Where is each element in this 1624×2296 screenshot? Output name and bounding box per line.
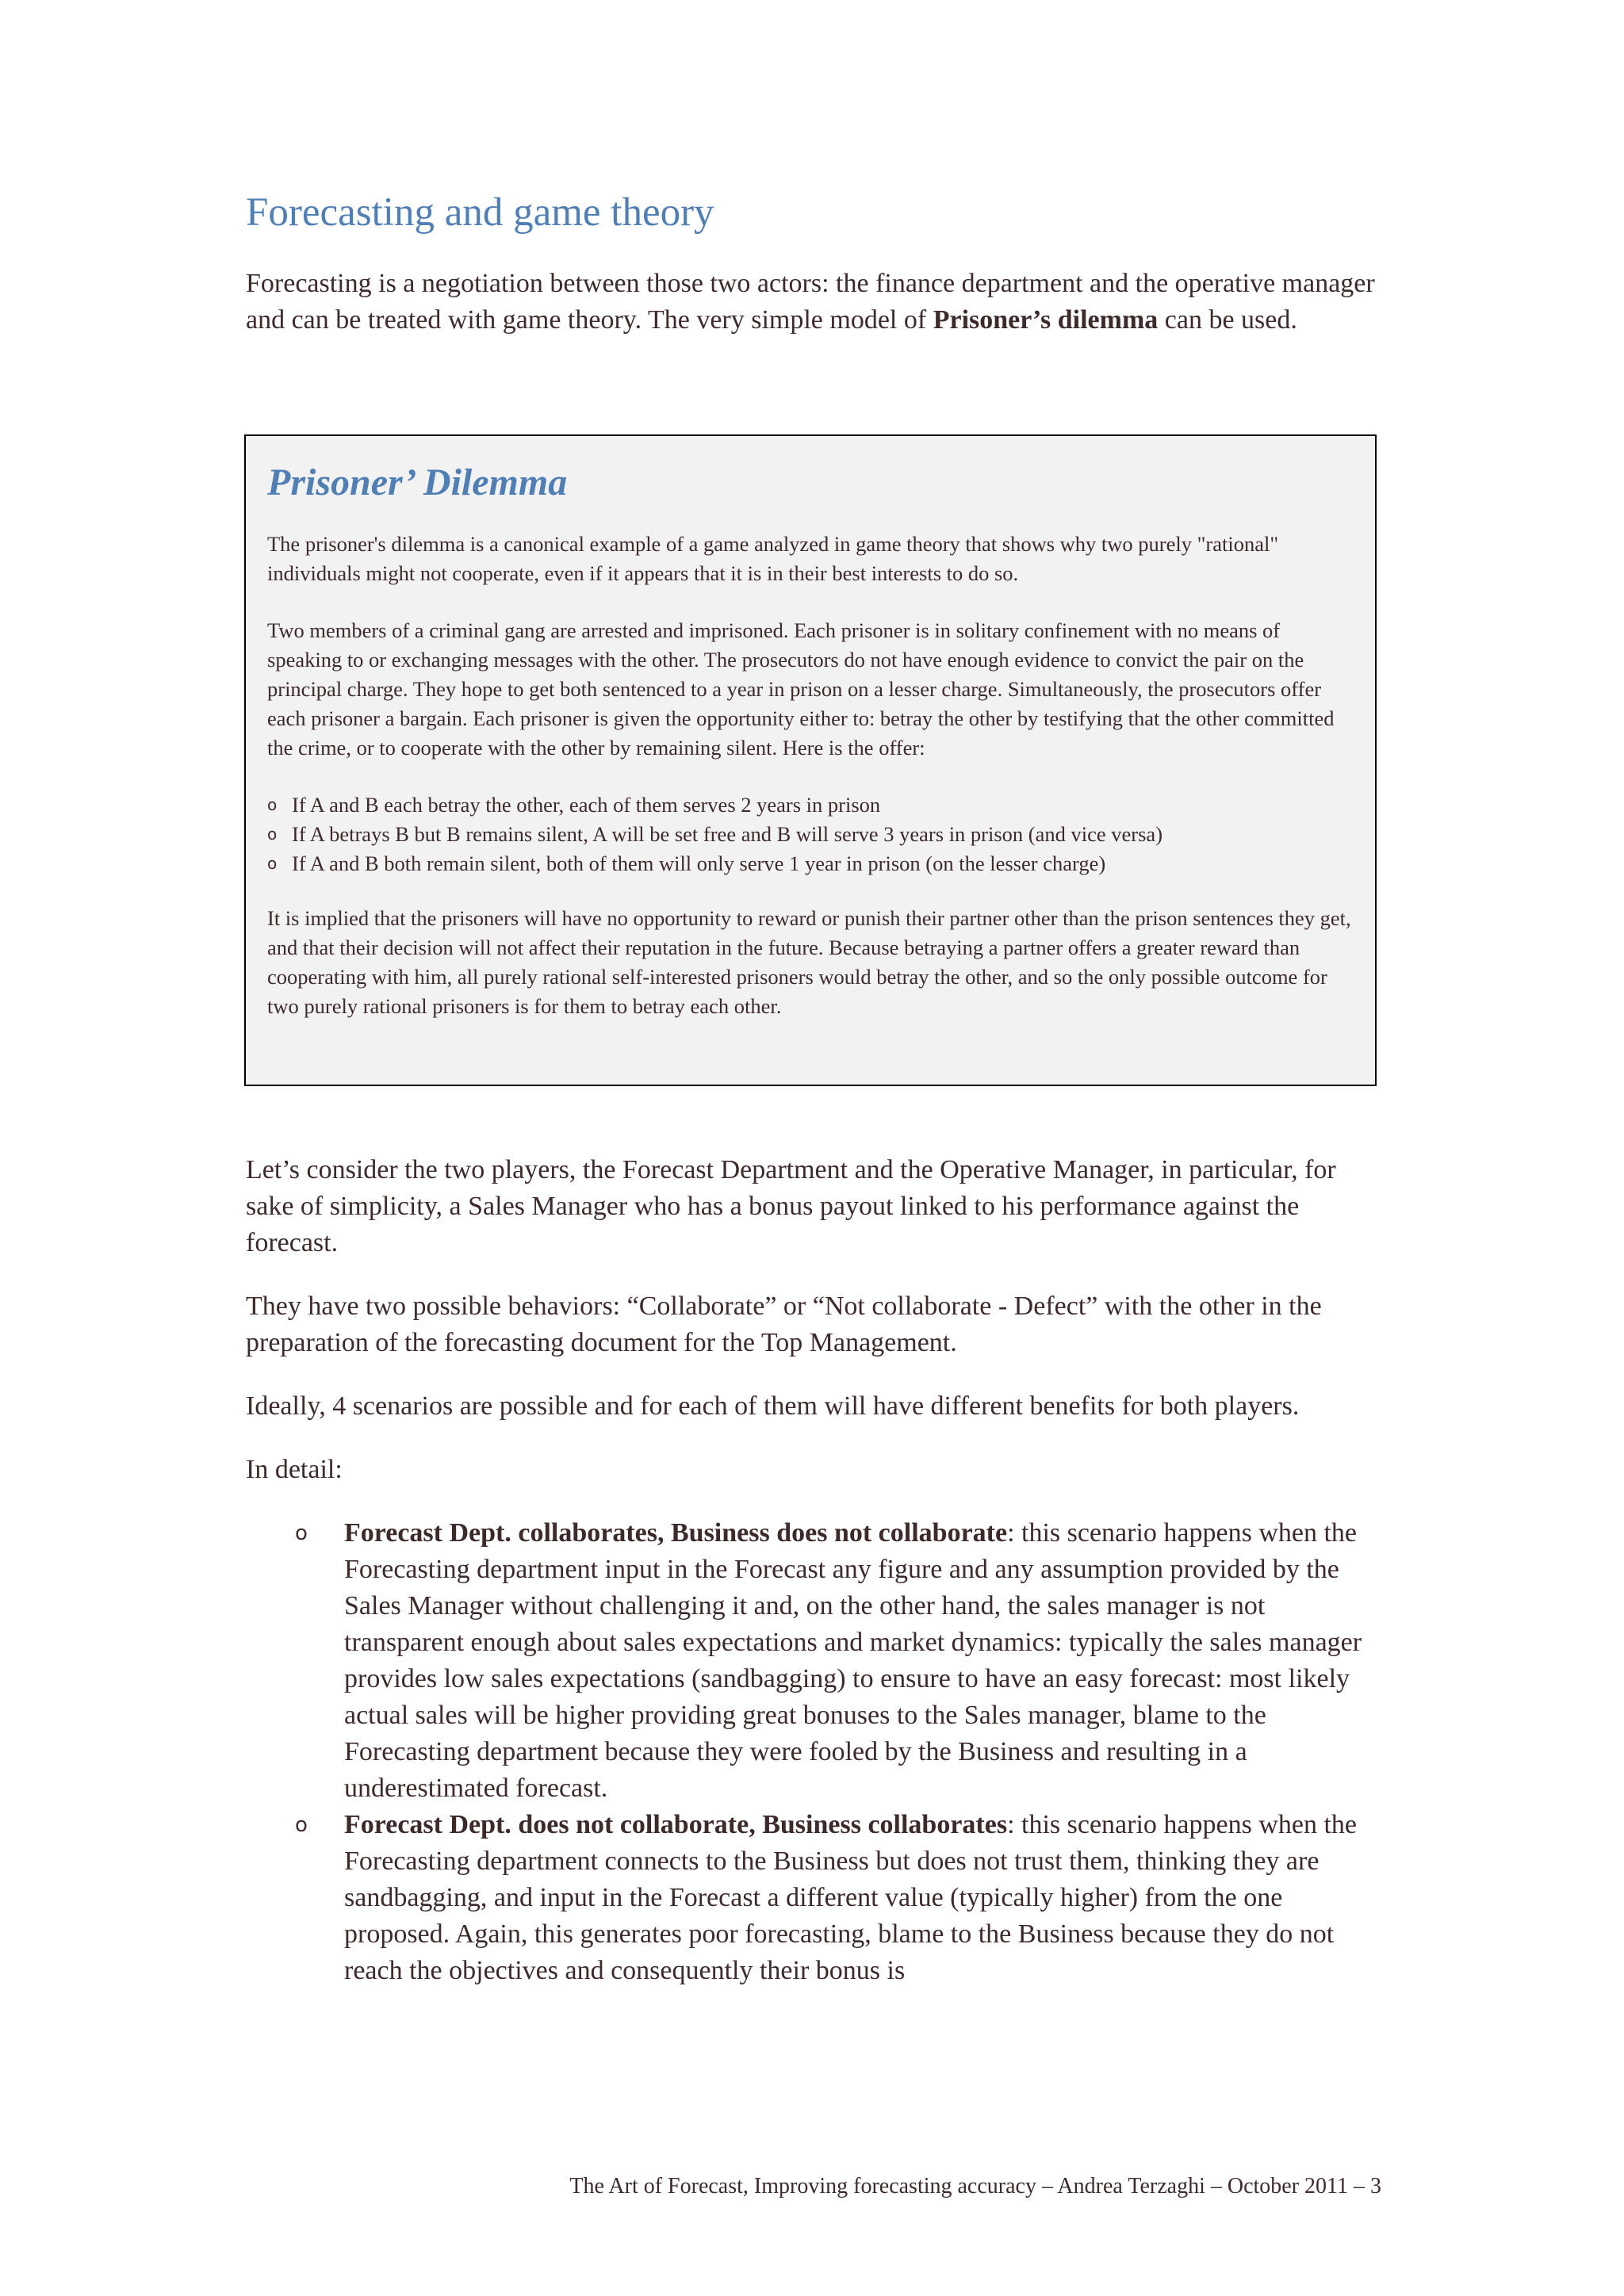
box-title: Prisoner’ Dilemma — [267, 461, 568, 503]
scenario-heading: Forecast Dept. does not collaborate, Business collaborates — [344, 1810, 1008, 1839]
scenario-text: : this scenario happens when the Forecasting department input in the Forecast any figure and any assumption provided by the Sales Manager without challenging it and, on the other hand, the sales manager is not transparent enough about sales expectations and market dynamics: typically the sales manager provides low sales expectations (sandbagging) to ensure to have an easy forecast: most likely actual sales will be higher providing great bonuses to the Sales manager, blame to the Forecasting department because they were fooled by the Business and resulting in a underestimated forecast. — [344, 1518, 1362, 1803]
intro-text: Forecasting is a negotiation between those two actors: the finance department and the operative manager and can be treated with game theory. The very simple model of — [246, 269, 1375, 335]
page-title: Forecasting and game theory — [246, 190, 714, 235]
scenario-text: : this scenario happens when the Forecasting department connects to the Business but does not trust them, thinking they are sandbagging, and input in the Forecast a different value (typically higher) from the one proposed. Again, this generates poor forecasting, blame to the Business because they do not reach the objectives and consequently their bonus is — [344, 1810, 1358, 1985]
body-paragraph-scenarios: Ideally, 4 scenarios are possible and for each of them will have different benefits for both players. — [246, 1391, 1300, 1421]
box-paragraph-conclusion: It is implied that the prisoners will have no opportunity to reward or punish their partner other than the prison sentences they get, and that their decision will not affect their reputation in the future. Because betraying a partner offers a greater reward than cooperating with him, all purely rational self-interested prisoners would betray the other, and so the only possible outcome for two purely rational prisoners is for them to betray each other. — [267, 905, 1351, 1018]
intro-text-end: can be used. — [1158, 305, 1297, 335]
intro-bold-term: Prisoner’s dilemma — [933, 305, 1159, 335]
bullet-circle-icon: o — [267, 824, 278, 844]
box-offer-item — [267, 849, 1354, 878]
scenario-item — [246, 1807, 1380, 1989]
body-paragraph-in-detail: In detail: — [246, 1455, 343, 1484]
box-offer-text: If A betrays B but B remains silent, A will be set free and B will serve 3 years in prison (and vice versa) — [292, 821, 1163, 846]
bullet-circle-icon: o — [295, 1813, 308, 1837]
intro-paragraph — [246, 266, 1380, 339]
body-content — [246, 1152, 1380, 1989]
box-paragraph-scenario: Two members of a criminal gang are arrested and imprisoned. Each prisoner is in solitary confinement with no means of speaking to or exchanging messages with the other. The prosecutors do not have enough evidence to convict the pair on the principal charge. They hope to get both sentenced to a year in prison on a lesser charge. Simultaneously, the prosecutors offer each prisoner a bargain. Each prisoner is given the opportunity either to: betray the other by testifying that the other committed the crime, or to cooperate with the other by remaining silent. Here is the offer: — [267, 618, 1335, 760]
scenario-item — [246, 1515, 1380, 1807]
bullet-circle-icon: o — [267, 794, 278, 814]
scenario-list — [246, 1515, 1380, 1989]
box-offer-text: If A and B both remain silent, both of them will only serve 1 year in prison (on the lesser charge) — [292, 851, 1106, 875]
box-offer-list — [267, 790, 1354, 878]
box-paragraph-definition: The prisoner's dilemma is a canonical example of a game analyzed in game theory that shows why two purely "rational" individuals might not cooperate, even if it appears that it is in their best interests to do so. — [267, 531, 1279, 585]
box-offer-item — [267, 790, 1354, 820]
body-paragraph-behaviors: They have two possible behaviors: “Collaborate” or “Not collaborate - Defect” with the other in the preparation of the forecasting document for the Top Management. — [246, 1292, 1322, 1357]
prisoners-dilemma-box — [244, 434, 1377, 1086]
bullet-circle-icon: o — [295, 1521, 308, 1545]
box-offer-item — [267, 820, 1354, 849]
bullet-circle-icon: o — [267, 853, 278, 873]
body-paragraph-players: Let’s consider the two players, the Forecast Department and the Operative Manager, in particular, for sake of simplicity, a Sales Manager who has a bonus payout linked to his performance against the forecast. — [246, 1155, 1336, 1257]
page-footer: The Art of Forecast, Improving forecasting accuracy – Andrea Terzaghi – October 2011 – 3 — [569, 2174, 1381, 2198]
scenario-heading: Forecast Dept. collaborates, Business does not collaborate — [344, 1518, 1008, 1548]
box-offer-text: If A and B each betray the other, each of them serves 2 years in prison — [292, 792, 881, 817]
